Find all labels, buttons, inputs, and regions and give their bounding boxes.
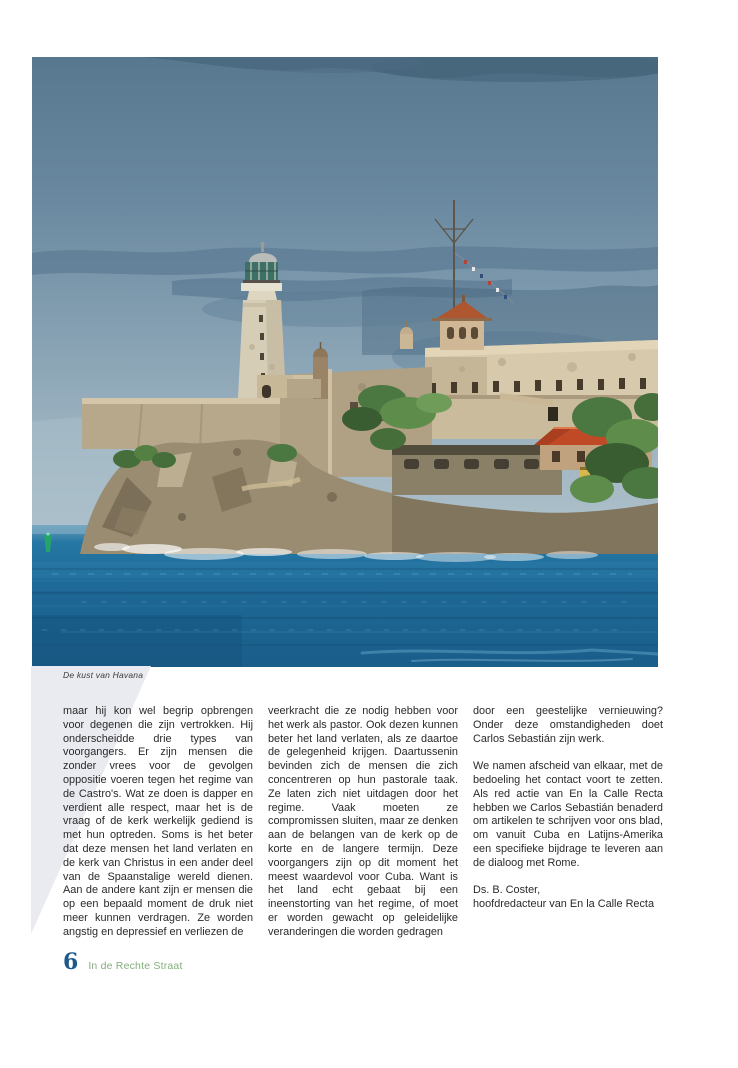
paragraph: We namen afscheid van elkaar, met de bedoeling het contact voort te zetten. Als red actie van En la Calle Recta hebben we Carlos Sebastián benaderd om artikelen te schrijven voor ons blad, om vanuit Cuba en Latijns-Amerika een specifieke bijdrage te leveren aan de dialoog met Rome. (473, 760, 663, 869)
photo-caption: De kust van Havana (63, 670, 144, 680)
paragraph: veerkracht die ze nodig hebben voor het werk als pastor. Ook dezen kunnen beter het land verlaten, als ze daartoe de gelegenheid krijgen. Daartussenin bevinden zich de mensen die zich concentreren op hun pastorale taak. Ze laten zich niet uitdagen door het regime. Vaak moeten ze compromissen sluiten, maar ze denken aan de belangen van de kerk op de korte en de langere termijn. Deze voorgangers zijn op dit moment het meest waardevol voor Cuba. Want is het land echt gebaat bij een ineenstorting van het regime, of moet er worden gewacht op geleidelijke veranderingen die worden gedragen (268, 705, 458, 938)
lower-battery (392, 445, 562, 495)
publication-title: In de Rechte Straat (88, 960, 183, 972)
paragraph: maar hij kon wel begrip opbrengen voor degenen die zijn vertrokken. Hij onderscheidde drie types van voorgangers. Er zijn mensen die zonder vrees voor de gevolgen oppositie voeren tegen het regime van de Castro's. Wat ze doen is dapper en verdient alle respect, maar het is de vraag of de kerk werkelijk gediend is met hun optreden. Soms is het beter dat deze mensen het land verlaten en de kerk van Christus in een ander deel van de Spaanstalige wereld dienen. Aan de andere kant zijn er mensen die op een bepaald moment de druk niet meer kunnen verdragen. Ze worden angstig en depressief en verliezen de (63, 705, 253, 938)
article-column-3 (473, 705, 663, 953)
havana-coast-photo (32, 57, 658, 667)
page-number: 6 (63, 949, 79, 975)
signature-name: Ds. B. Coster, (473, 884, 541, 897)
article-body (63, 705, 663, 953)
page-footer (63, 951, 183, 973)
article-column-2 (268, 705, 458, 953)
signature-role: hoofdredacteur van En la Calle Recta (473, 898, 655, 911)
paragraph: door een geestelijke vernieuwing? Onder deze omstandigheden doet Carlos Sebastián zijn werk. (473, 705, 663, 745)
article-column-1 (63, 705, 253, 953)
